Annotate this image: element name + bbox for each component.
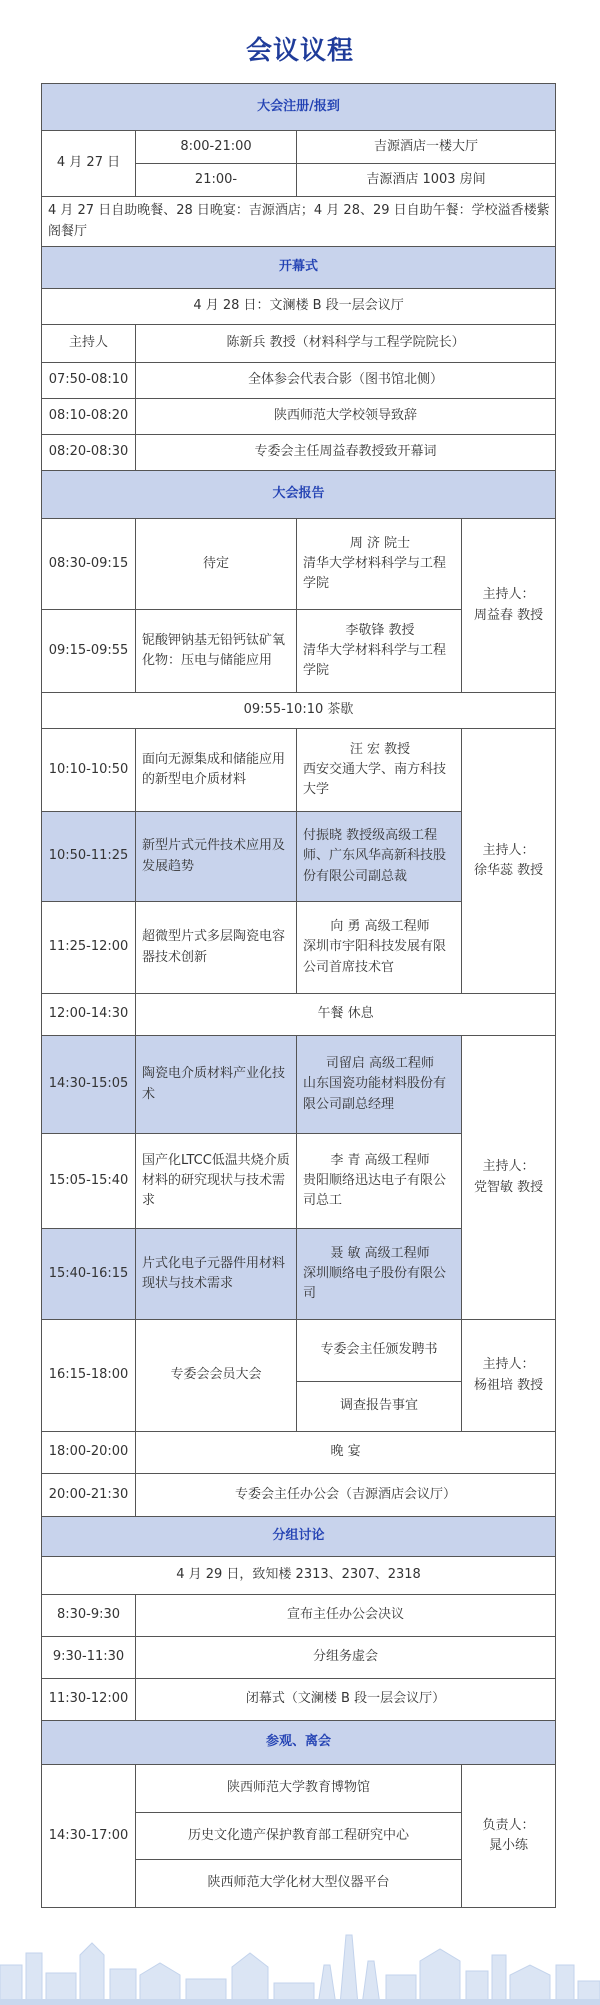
speaker-cell: 付振晓 教授级高级工程师、广东风华高新科技股份有限公司副总裁	[297, 812, 462, 902]
table-row	[42, 1765, 556, 1813]
table-row	[42, 363, 556, 399]
section-heading: 分组讨论	[42, 1517, 556, 1557]
host-name: 徐华蕊 教授	[473, 863, 544, 878]
table-row	[42, 1557, 556, 1595]
page-title: 会议议程	[245, 36, 354, 66]
host-label: 主持人：	[482, 587, 535, 603]
time-cell: 15:40-16:15	[42, 1229, 136, 1320]
site-cell: 历史文化遗产保护教育部工程研究中心	[136, 1813, 462, 1860]
registration-date: 4 月 27 日	[42, 131, 136, 197]
host-cell	[462, 729, 556, 994]
table-row	[42, 994, 556, 1036]
event-cell: 专委会主任办公会（吉源酒店会议厅）	[136, 1474, 556, 1517]
speaker-cell	[297, 902, 462, 994]
place-cell: 吉源酒店一楼大厅	[297, 131, 556, 164]
speaker-cell	[297, 1229, 462, 1320]
event-cell: 专委会主任周益春教授致开幕词	[136, 435, 556, 471]
agenda-item: 专委会主任颁发聘书	[297, 1320, 462, 1382]
time-cell: 8:30-9:30	[42, 1595, 136, 1637]
agenda-table	[41, 83, 556, 1908]
time-cell: 07:50-08:10	[42, 363, 136, 399]
time-cell: 08:30-09:15	[42, 519, 136, 610]
venue-cell: 4 月 29 日，致知楼 2313、2307、2318	[42, 1557, 556, 1595]
topic-cell: 面向无源集成和储能应用的新型电介质材料	[136, 729, 297, 812]
section-opening	[42, 247, 556, 289]
time-cell: 8:00-21:00	[136, 131, 297, 164]
speaker-name: 聂 敏 高级工程师	[330, 1245, 430, 1261]
speaker-affiliation: 深圳顺络电子股份有限公司	[303, 1265, 447, 1302]
host-cell	[462, 519, 556, 693]
place-cell: 吉源酒店 1003 房间	[297, 164, 556, 197]
time-cell: 9:30-11:30	[42, 1637, 136, 1679]
speaker-affiliation: 西安交通大学、南方科技大学	[303, 761, 447, 798]
table-row	[42, 519, 556, 610]
table-row	[42, 1432, 556, 1474]
section-group	[42, 1517, 556, 1557]
host-name: 杨祖培 教授	[473, 1377, 544, 1393]
topic-cell: 片式化电子元器件用材料现状与技术需求	[136, 1229, 297, 1320]
section-registration	[42, 84, 556, 131]
section-heading: 开幕式	[42, 247, 556, 289]
event-cell: 闭幕式（文澜楼 B 段一层会议厅）	[136, 1679, 556, 1721]
host-label: 负责人：	[482, 1817, 535, 1833]
section-heading: 大会注册/报到	[42, 84, 556, 131]
time-cell: 10:10-10:50	[42, 729, 136, 812]
event-cell: 专委会会员大会	[136, 1320, 297, 1432]
table-row	[42, 197, 556, 247]
host-cell	[462, 1320, 556, 1432]
event-cell: 晚 宴	[136, 1432, 556, 1474]
topic-cell: 陶瓷电介质材料产业化技术	[136, 1036, 297, 1134]
time-cell: 08:10-08:20	[42, 399, 136, 435]
host-label: 主持人	[42, 325, 136, 363]
section-heading: 大会报告	[42, 471, 556, 519]
agenda-item: 调查报告事宜	[297, 1382, 462, 1432]
speaker-affiliation: 山东国瓷功能材料股份有限公司副总经理	[303, 1076, 447, 1112]
speaker-affiliation: 深圳市宇阳科技发展有限公司首席技术官	[303, 939, 447, 975]
table-row	[42, 325, 556, 363]
time-cell: 11:30-12:00	[42, 1679, 136, 1721]
time-cell: 16:15-18:00	[42, 1320, 136, 1432]
time-cell: 09:15-09:55	[42, 610, 136, 693]
host-cell	[462, 1036, 556, 1320]
event-cell: 全体参会代表合影（图书馆北侧）	[136, 363, 556, 399]
topic-cell: 国产化LTCC低温共烧介质材料的研究现状与技术需求	[136, 1134, 297, 1229]
meals-note: 4 月 27 日自助晚餐、28 日晚宴：吉源酒店；4 月 28、29 日自助午餐：学校溢香楼紫阁餐厅	[42, 197, 556, 247]
speaker-name: 司留启 高级工程师	[325, 1056, 435, 1072]
speaker-cell	[297, 519, 462, 610]
time-cell: 11:25-12:00	[42, 902, 136, 994]
table-row	[42, 1595, 556, 1637]
event-cell: 分组务虚会	[136, 1637, 556, 1679]
site-cell: 陕西师范大学化材大型仪器平台	[136, 1860, 462, 1908]
table-row	[42, 1320, 556, 1382]
section-heading: 参观、离会	[42, 1721, 556, 1765]
speaker-cell	[297, 729, 462, 812]
speaker-name: 汪 宏 教授	[349, 741, 411, 757]
table-row	[42, 399, 556, 435]
time-cell: 14:30-17:00	[42, 1765, 136, 1908]
time-cell: 12:00-14:30	[42, 994, 136, 1036]
speaker-affiliation: 贵阳顺络迅达电子有限公司总工	[303, 1172, 447, 1209]
speaker-name: 向 勇 高级工程师	[330, 919, 430, 935]
speaker-cell	[297, 1134, 462, 1229]
section-reports	[42, 471, 556, 519]
event-cell: 陕西师范大学校领导致辞	[136, 399, 556, 435]
host-name: 党智敏 教授	[473, 1179, 544, 1195]
speaker-cell	[297, 1036, 462, 1134]
speaker-name: 李敬锋 教授	[345, 622, 415, 638]
speaker-name: 周 济 院士	[349, 535, 411, 551]
site-cell: 陕西师范大学教育博物馆	[136, 1765, 462, 1813]
host-cell	[462, 1765, 556, 1908]
city-skyline-decoration	[0, 1925, 600, 2005]
speaker-name: 李 青 高级工程师	[330, 1152, 430, 1168]
lunch-cell: 午餐 休息	[136, 994, 556, 1036]
table-row	[42, 289, 556, 325]
time-cell: 10:50-11:25	[42, 812, 136, 902]
event-cell: 宣布主任办公会决议	[136, 1595, 556, 1637]
venue-cell: 4 月 28 日：文澜楼 B 段一层会议厅	[42, 289, 556, 325]
table-row	[42, 435, 556, 471]
time-cell: 14:30-15:05	[42, 1036, 136, 1134]
host-name: 周益春 教授	[473, 607, 544, 623]
speaker-affiliation: 清华大学材料科学与工程学院	[303, 555, 447, 592]
time-cell: 15:05-15:40	[42, 1134, 136, 1229]
host-label: 主持人：	[482, 842, 535, 858]
section-visit	[42, 1721, 556, 1765]
topic-cell: 铌酸钾钠基无铅钙钛矿氧化物：压电与储能应用	[136, 610, 297, 693]
time-cell: 21:00-	[136, 164, 297, 197]
host-label: 主持人：	[482, 1357, 535, 1373]
table-row	[42, 1679, 556, 1721]
topic-cell: 超微型片式多层陶瓷电容器技术创新	[136, 902, 297, 994]
topic-cell: 新型片式元件技术应用及发展趋势	[136, 812, 297, 902]
time-cell: 08:20-08:30	[42, 435, 136, 471]
time-cell: 18:00-20:00	[42, 1432, 136, 1474]
table-row	[42, 131, 556, 164]
host-value: 陈新兵 教授（材料科学与工程学院院长）	[136, 325, 556, 363]
topic-cell: 待定	[136, 519, 297, 610]
table-row	[42, 1474, 556, 1517]
table-row	[42, 729, 556, 812]
table-row	[42, 1637, 556, 1679]
table-row	[42, 693, 556, 729]
time-cell: 20:00-21:30	[42, 1474, 136, 1517]
table-row	[42, 1036, 556, 1134]
speaker-affiliation: 清华大学材料科学与工程学院	[303, 642, 447, 679]
host-name: 晁小练	[489, 1838, 529, 1853]
host-label: 主持人：	[482, 1159, 535, 1175]
tea-break: 09:55-10:10 茶歇	[42, 693, 556, 729]
speaker-cell	[297, 610, 462, 693]
